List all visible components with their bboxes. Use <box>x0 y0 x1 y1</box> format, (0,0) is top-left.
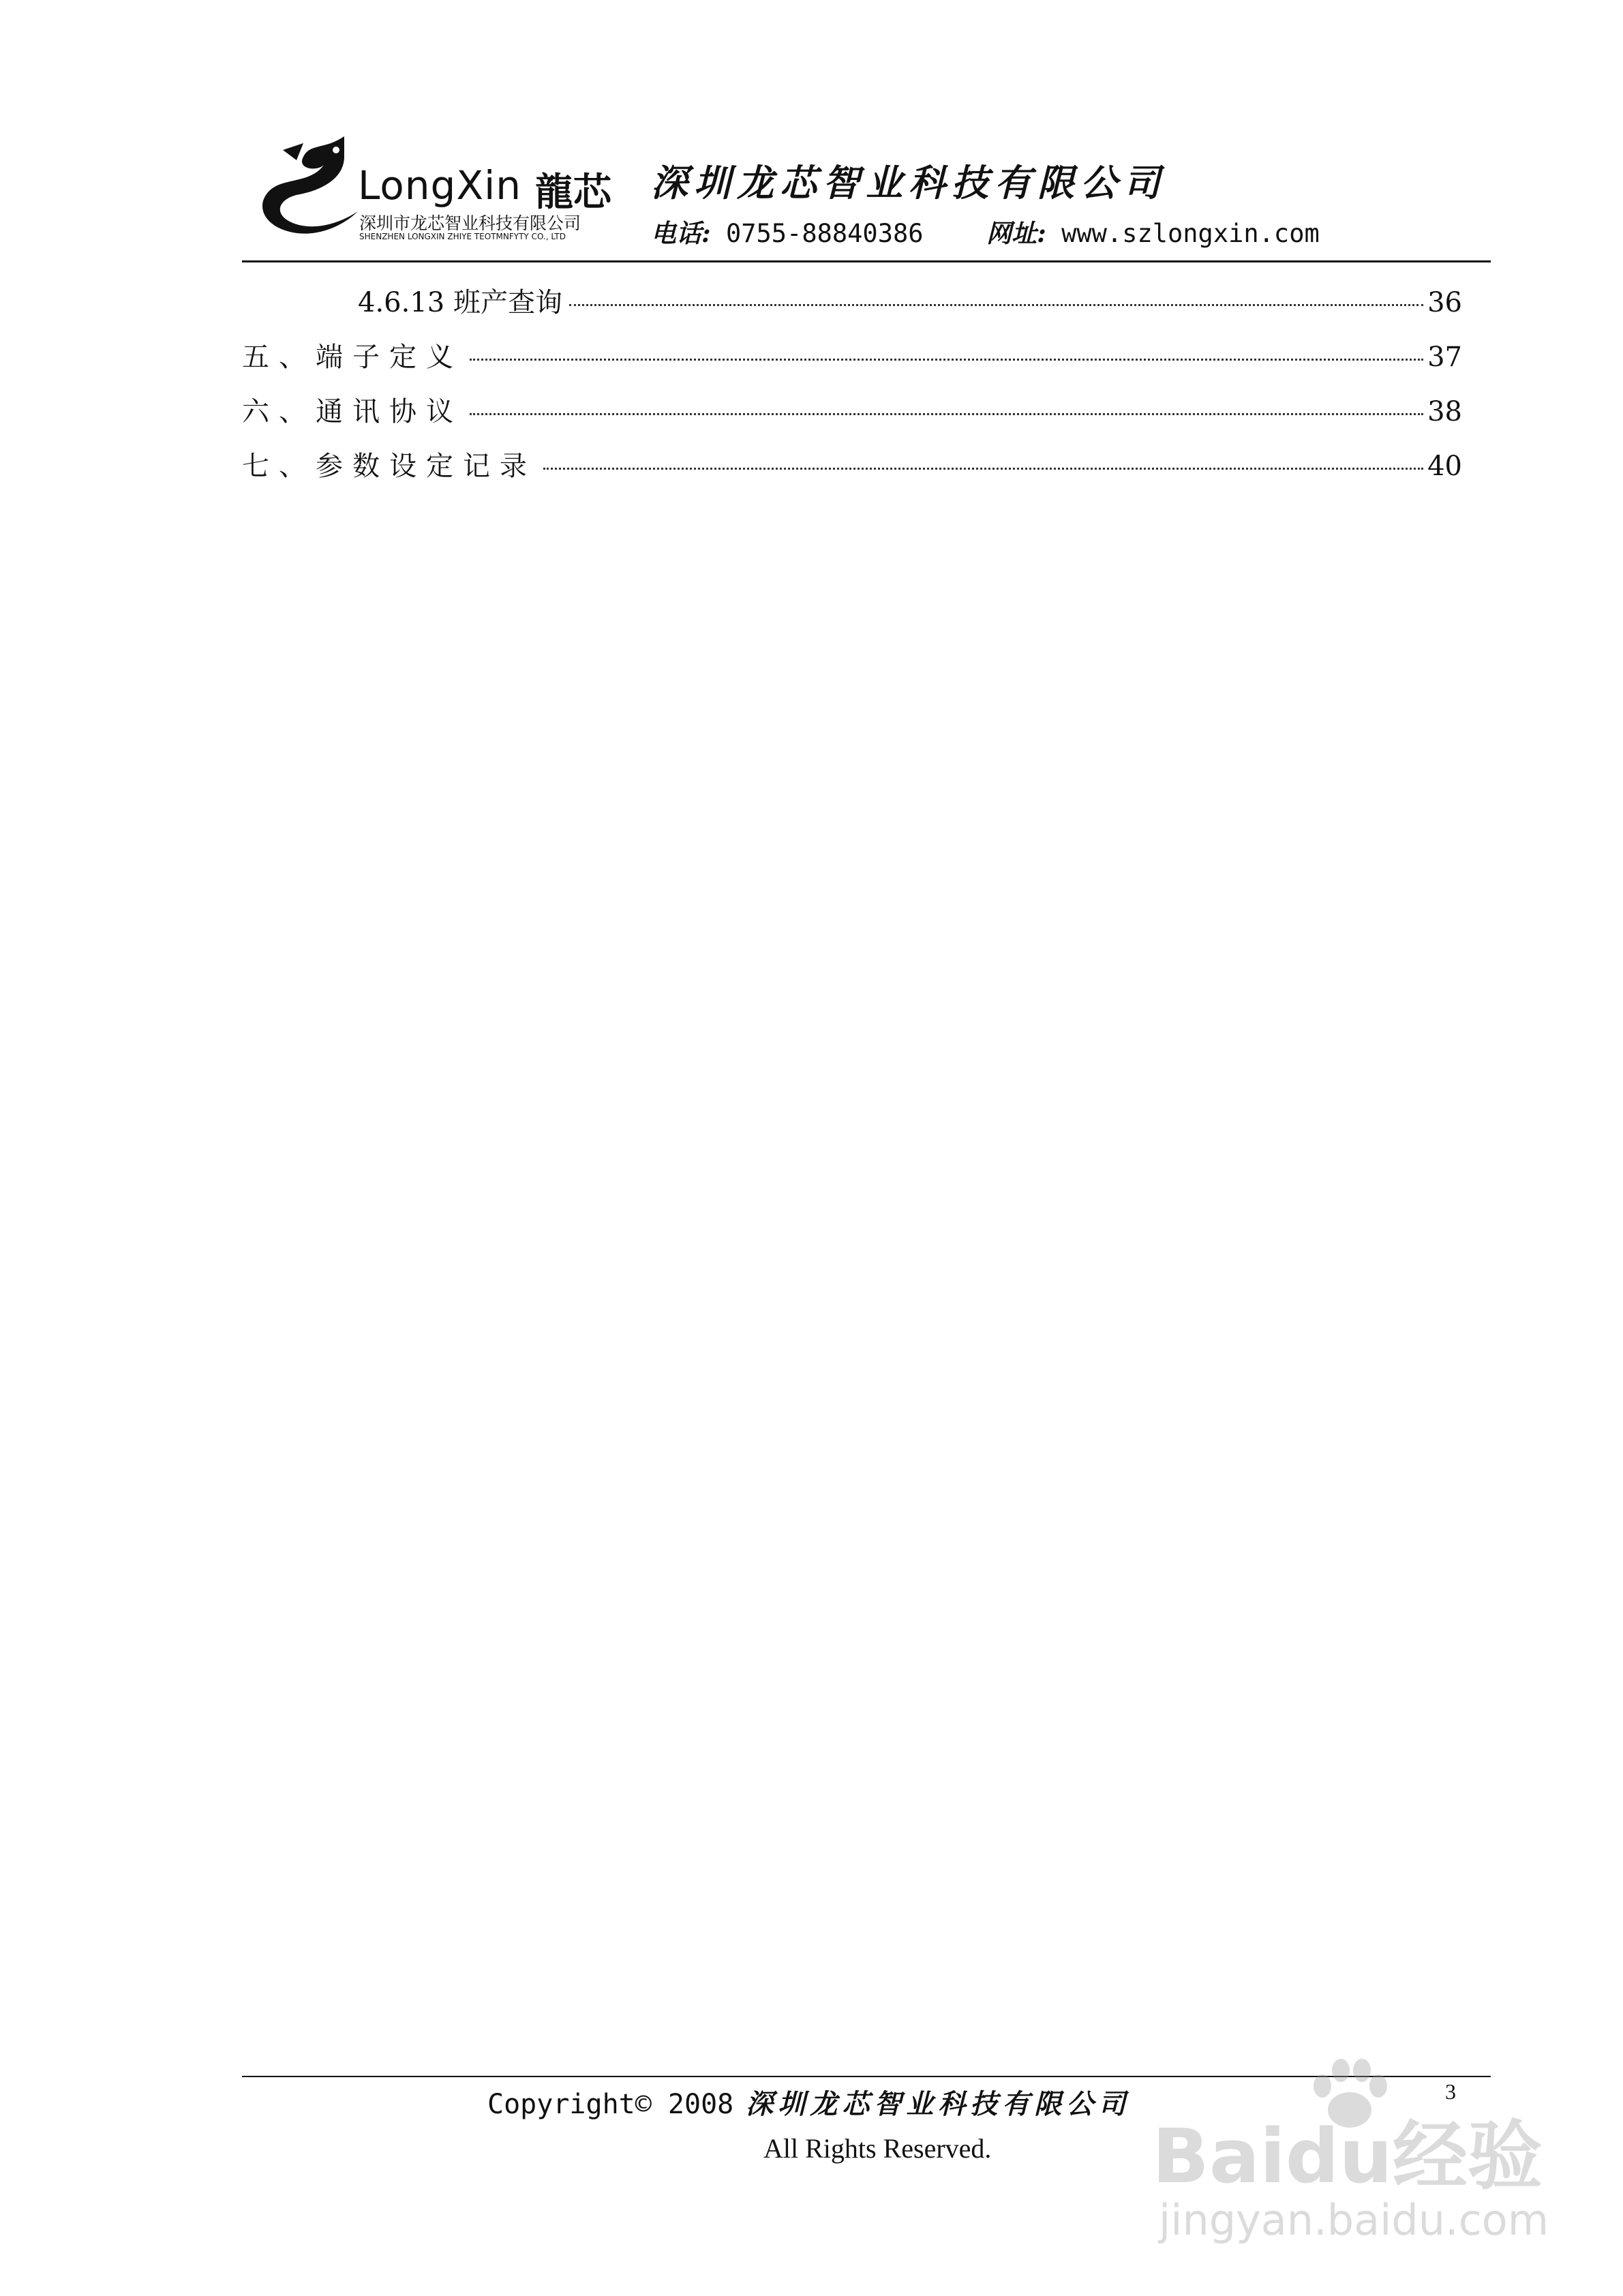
contact-line <box>651 213 1320 250</box>
logo-chinese-mark: 龍芯 <box>535 170 611 215</box>
toc-leader-dots <box>470 359 1423 361</box>
toc-entry-page: 37 <box>1427 342 1462 373</box>
copyright-text: Copyright© 2008 <box>487 2089 734 2120</box>
table-of-contents <box>242 281 1462 499</box>
company-logo <box>242 130 624 252</box>
dragon-logo-icon <box>242 130 365 252</box>
toc-entry-page: 36 <box>1427 287 1462 318</box>
toc-entry-label: 4.6.13 班产查询 <box>358 287 562 318</box>
phone-label: 电话: <box>651 218 711 248</box>
page-number: 3 <box>1445 2079 1456 2104</box>
website-label: 网址: <box>986 218 1046 248</box>
watermark-url: jingyan.baidu.com <box>1159 2195 1549 2245</box>
footer-company-name: 深圳龙芯智业科技有限公司 <box>746 2088 1131 2120</box>
toc-entry-label: 五、端子定义 <box>242 342 463 373</box>
toc-entry-label: 六、通讯协议 <box>242 396 463 427</box>
copyright-line <box>487 2083 1130 2121</box>
toc-leader-dots <box>543 468 1423 470</box>
logo-subtitle-cn: 深圳市龙芯智业科技有限公司 <box>359 213 581 233</box>
phone-number: 0755-88840386 <box>725 219 924 248</box>
baidu-watermark <box>1145 2055 1549 2260</box>
toc-leader-dots <box>569 304 1423 306</box>
company-name: 深圳龙芯智业科技有限公司 <box>651 161 1166 205</box>
toc-entry[interactable] <box>242 390 1462 444</box>
logo-wordmark: LongXin <box>358 162 521 209</box>
page-header <box>242 130 1489 259</box>
website-link[interactable]: www.szlongxin.com <box>1061 219 1320 248</box>
toc-entry-page: 40 <box>1427 451 1462 482</box>
toc-entry[interactable] <box>242 335 1462 390</box>
watermark-brand: Baidu经验 <box>1152 2113 1543 2200</box>
toc-leader-dots <box>470 413 1423 415</box>
toc-entry[interactable] <box>242 281 1462 335</box>
toc-entry[interactable] <box>242 444 1462 499</box>
header-divider <box>242 260 1491 262</box>
rights-reserved: All Rights Reserved. <box>763 2133 992 2164</box>
toc-entry-page: 38 <box>1427 396 1462 427</box>
toc-entry-label: 七、参数设定记录 <box>242 451 536 482</box>
logo-subtitle-en: SHENZHEN LONGXIN ZHIYE TEOTMNFYTY CO., LTD <box>359 232 566 241</box>
